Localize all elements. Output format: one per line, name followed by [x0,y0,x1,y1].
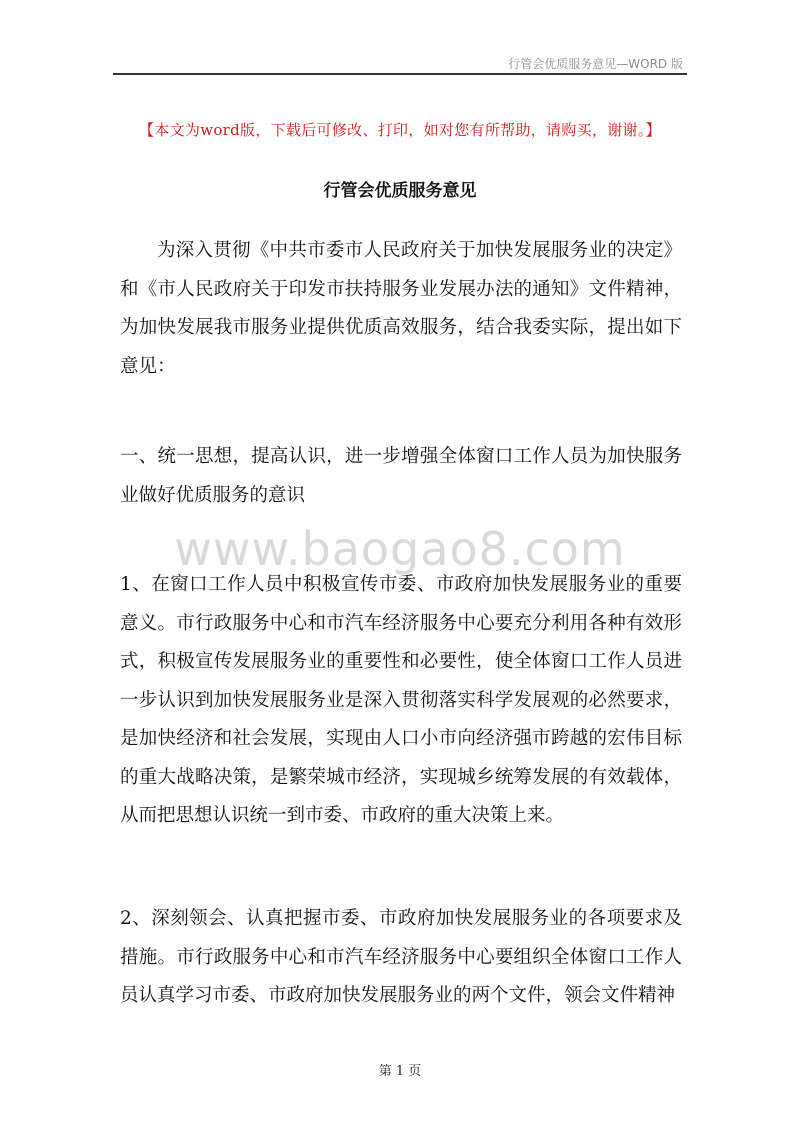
purchase-notice: 【本文为word版，下载后可修改、打印，如对您有所帮助，请购买，谢谢。】 [139,121,661,139]
document-title: 行管会优质服务意见 [323,181,477,201]
watermark-text: www.baogao8.com [174,522,626,576]
running-header: 行管会优质服务意见—WORD 版 [508,57,683,71]
body-paragraph-2: 2、深刻领会、认真把握市委、市政府加快发展服务业的各项要求及措施。市行政服务中心和市汽车经济服务中心要组织全体窗口工作人员认真学习市委、市政府加快发展服务业的两个文件，领会文件精神 [120,908,682,1006]
intro-paragraph: 为深入贯彻《中共市委市人民政府关于加快发展服务业的决定》和《市人民政府关于印发市扶持服务业发展办法的通知》文件精神，为加快发展我市服务业提供优质高效服务，结合我委实际，提出如下意见： [120,240,682,377]
header-divider [113,73,687,75]
body-paragraph-1: 1、在窗口工作人员中积极宣传市委、市政府加快发展服务业的重要意义。市行政服务中心和市汽车经济服务中心要充分利用各种有效形式，积极宣传发展服务业的重要性和必要性，使全体窗口工作人员进一步认识到加快发展服务业是深入贯彻落实科学发展观的必然要求，是加快经济和社会发展，实现由人口小市向经济强市跨越的宏伟目标的重大战略决策，是繁荣城市经济，实现城乡统筹发展的有效载体，从而把思想认识统一到市委、市政府的重大决策上来。 [120,574,682,826]
section-heading-1: 一、统一思想，提高认识，进一步增强全体窗口工作人员为加快服务业做好优质服务的意识 [120,446,682,506]
page-number: 第 1 页 [378,1064,422,1079]
